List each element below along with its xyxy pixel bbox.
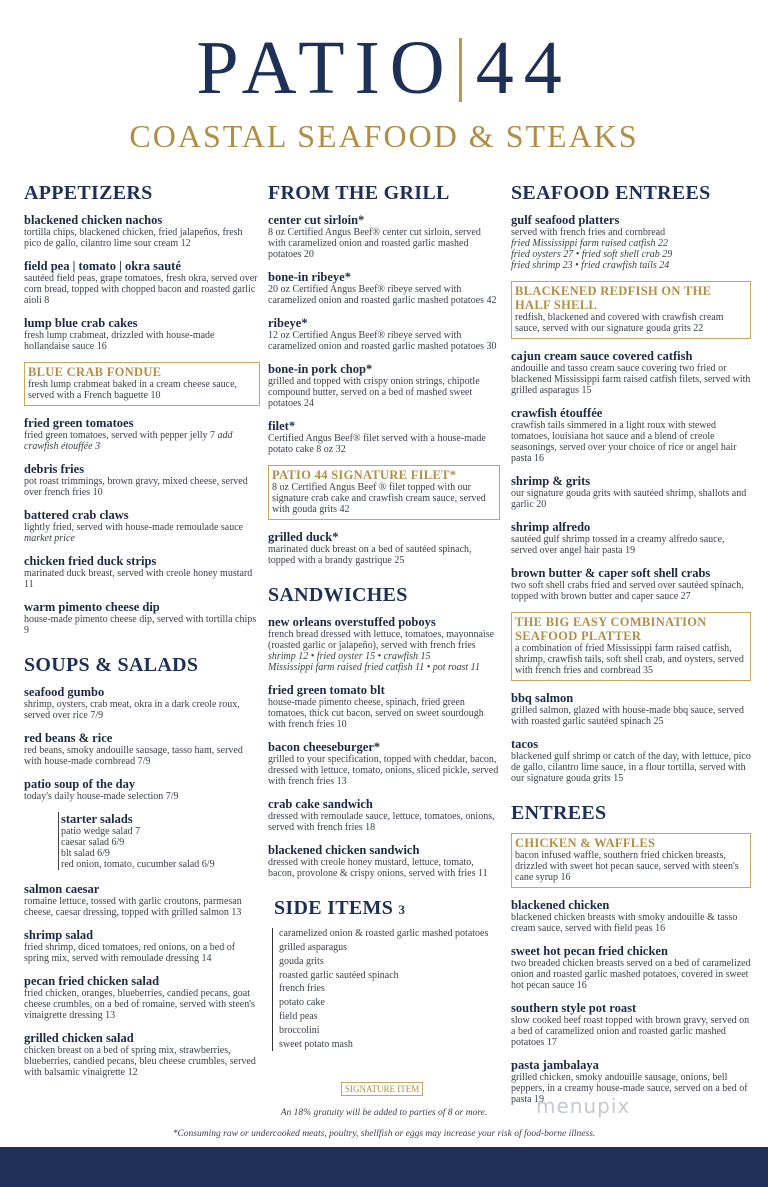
menu-item — [268, 797, 500, 833]
item-name: pecan fried chicken salad — [24, 974, 160, 988]
item-name: crawfish étouffée — [511, 406, 603, 420]
side-item: french fries — [279, 983, 325, 995]
item-desc: shrimp, oysters, crab meat, okra in a dark creole roux, served over rice 7/9 — [24, 699, 240, 721]
item-desc: sautéed gulf shrimp tossed in a creamy alfredo sauce, served over angel hair pasta 19 — [511, 534, 725, 556]
item-desc: today's daily house-made selection 7/9 — [24, 791, 179, 802]
side-item: broccolini — [279, 1024, 320, 1036]
item-desc: andouille and tasso cream sauce covering two fried or blackened Mississippi farm raised catfish filets, served with grilled asparagus 15 — [511, 363, 751, 396]
item-desc: crawfish tails simmered in a light roux with stewed tomatoes, louisiana hot sauce and a blend of creole seasonings, served over your choice of rice or angel hair pasta 16 — [511, 420, 737, 464]
signature-item — [24, 362, 260, 406]
item-name: field pea | tomato | okra sauté — [24, 259, 181, 273]
item-desc — [24, 522, 260, 544]
menu-item — [24, 316, 260, 352]
menu-item — [24, 1031, 260, 1078]
menu-item — [268, 683, 500, 730]
menu-item — [24, 974, 260, 1021]
platter-option: fried Mississippi farm raised catfish 22 — [511, 238, 668, 249]
item-desc: dressed with remoulade sauce, lettuce, tomatoes, onions, served with french fries 18 — [268, 811, 495, 833]
item-name: blackened chicken sandwich — [268, 843, 420, 857]
menu-item — [511, 898, 751, 934]
item-name: starter salads — [61, 812, 133, 826]
item-name: bbq salmon — [511, 691, 574, 705]
side-item: caramelized onion & roasted garlic mashed potatoes — [279, 928, 489, 939]
item-name: grilled chicken salad — [24, 1031, 134, 1045]
item-desc: served with french fries and cornbread — [511, 227, 666, 238]
item-name: battered crab claws — [24, 508, 129, 522]
restaurant-subtitle: COASTAL SEAFOOD & STEAKS — [129, 118, 639, 154]
menu-item — [24, 731, 260, 767]
menu-item — [24, 882, 260, 918]
item-desc: 12 oz Certified Angus Beef® ribeye served with caramelized onion and roasted garlic mashed potatoes 30 — [268, 330, 497, 352]
menu-item — [511, 691, 751, 727]
poboy-options-2: Mississippi farm raised fried catfish 11 • pot roast 11 — [268, 662, 480, 673]
menu-item — [268, 419, 500, 455]
item-desc: fried chicken, oranges, blueberries, candied pecans, goat cheese crumbles, on a bed of romaine, served with steen's vinaigrette dressing 13 — [24, 988, 255, 1021]
item-name: center cut sirloin* — [268, 213, 365, 227]
item-name: grilled duck* — [268, 530, 339, 544]
item-name: brown butter & caper soft shell crabs — [511, 566, 711, 580]
item-desc: blackened gulf shrimp or catch of the day, with lettuce, pico de gallo, cilantro lime sauce, in a flour tortilla, served with our signature gouda grits 15 — [511, 751, 751, 784]
item-name: bone-in pork chop* — [268, 362, 373, 376]
title-divider — [459, 38, 462, 102]
item-name: salmon caesar — [24, 882, 100, 896]
bottom-bar — [0, 1147, 768, 1187]
signature-item-legend: SIGNATURE ITEM — [341, 1082, 423, 1096]
item-desc-italic: add crawfish étouffée 3 — [24, 430, 233, 452]
item-desc-text: lightly fried, served with house-made remoulade sauce — [24, 522, 244, 533]
item-desc: fried shrimp, diced tomatoes, red onions, on a bed of spring mix, served with remoulade dressing 14 — [24, 942, 236, 964]
menu-item — [511, 737, 751, 784]
side-item: gouda grits — [279, 955, 324, 967]
column-middle — [268, 182, 500, 1051]
side-item: roasted garlic sautéed spinach — [279, 969, 399, 981]
section-title-grill: FROM THE GRILL — [268, 182, 450, 204]
item-desc: our signature gouda grits with sautéed shrimp, shallots and garlic 20 — [511, 488, 747, 510]
starter-line: caesar salad 6/9 — [61, 837, 125, 848]
menu-item — [24, 416, 260, 452]
platter-option: fried oysters 27 • fried soft shell crab 29 — [511, 249, 673, 260]
side-item: field peas — [279, 1010, 318, 1022]
starter-line: patio wedge salad 7 — [61, 826, 141, 837]
item-desc: pot roast trimmings, brown gravy, mixed cheese, served over french fries 10 — [24, 476, 248, 498]
menu-item — [268, 530, 500, 566]
menu-item — [511, 213, 751, 271]
side-items-title: SIDE ITEMS — [274, 897, 394, 919]
menu-item — [511, 944, 751, 991]
section-title-soups-salads: SOUPS & SALADS — [24, 654, 199, 676]
item-desc: blackened chicken breasts with smoky andouille & tasso cream sauce, served with field peas 16 — [511, 912, 738, 934]
menu-item — [24, 462, 260, 498]
menu-item — [268, 270, 500, 306]
menu-item — [268, 843, 500, 879]
item-name: BLUE CRAB FONDUE — [28, 365, 162, 379]
item-desc: bacon infused waffle, southern fried chicken breasts, drizzled with sweet hot pecan sauce, served with steen's cane syrup 16 — [515, 850, 739, 883]
item-desc: grilled to your specification, topped with cheddar, bacon, dressed with lettuce, tomato, onions, sliced pickle, served with french fries 13 — [268, 754, 499, 787]
starter-line: red onion, tomato, cucumber salad 6/9 — [61, 859, 215, 870]
item-desc: french bread dressed with lettuce, tomatoes, mayonnaise (roasted garlic or jalapeño), served with french fries — [268, 629, 495, 651]
column-right — [511, 182, 751, 1115]
item-desc: house-made pimento cheese dip, served with tortilla chips 9 — [24, 614, 257, 636]
menu-item — [268, 213, 500, 260]
item-name: bone-in ribeye* — [268, 270, 351, 284]
item-name: CHICKEN & WAFFLES — [515, 836, 656, 850]
section-title-seafood-entrees: SEAFOOD ENTREES — [511, 182, 711, 204]
item-name: crab cake sandwich — [268, 797, 373, 811]
item-desc: sautéed field peas, grape tomatoes, fresh okra, served over corn bread, topped with chopped bacon and roasted garlic aioli 8 — [24, 273, 258, 306]
side-item: grilled asparagus — [279, 942, 348, 953]
item-name: blackened chicken nachos — [24, 213, 163, 227]
item-desc: Certified Angus Beef® filet served with a house-made potato cake 8 oz 32 — [268, 433, 486, 455]
item-name: tacos — [511, 737, 539, 751]
item-desc: red beans, smoky andouille sausage, tasso ham, served with house-made cornbread 7/9 — [24, 745, 243, 767]
restaurant-name — [0, 28, 768, 108]
item-name: seafood gumbo — [24, 685, 105, 699]
menu-item — [268, 362, 500, 409]
item-desc: grilled and topped with crispy onion strings, chipotle compound butter, served on a bed of mashed sweet potatoes 24 — [268, 376, 480, 409]
item-name: new orleans overstuffed poboys — [268, 615, 436, 629]
item-name: pasta jambalaya — [511, 1058, 599, 1072]
item-name: warm pimento cheese dip — [24, 600, 160, 614]
item-name: shrimp alfredo — [511, 520, 591, 534]
item-name: fried green tomato blt — [268, 683, 385, 697]
menu-item — [511, 520, 751, 556]
item-desc: slow cooked beef roast topped with brown gravy, served on a bed of caramelized onion and roasted garlic mashed potatoes 17 — [511, 1015, 750, 1048]
item-desc-italic — [268, 651, 500, 662]
item-name: patio soup of the day — [24, 777, 136, 791]
section-title-appetizers: APPETIZERS — [24, 182, 153, 204]
item-name: blackened chicken — [511, 898, 610, 912]
item-desc: two soft shell crabs fried and served over sautéed spinach, topped with brown butter and caper sauce 27 — [511, 580, 744, 602]
starter-line: blt salad 6/9 — [61, 848, 110, 859]
item-desc-italic — [511, 238, 751, 249]
item-name: red beans & rice — [24, 731, 113, 745]
item-desc-italic — [511, 249, 751, 260]
side-item: sweet potato mash — [279, 1038, 353, 1050]
menu-item — [24, 600, 260, 636]
signature-item — [511, 281, 751, 339]
signature-item — [511, 833, 751, 888]
item-name: chicken fried duck strips — [24, 554, 157, 568]
item-desc: a combination of fried Mississippi farm raised catfish, shrimp, crawfish tails, soft shell crab, and oysters, served with french fries and cornbread 35 — [515, 643, 744, 676]
item-name: gulf seafood platters — [511, 213, 620, 227]
item-desc: fresh lump crabmeat baked in a cream cheese sauce, served with a French baguette 10 — [28, 379, 238, 401]
menu-item — [511, 474, 751, 510]
watermark: menupix — [536, 1094, 631, 1118]
item-name: debris fries — [24, 462, 85, 476]
item-name: sweet hot pecan fried chicken — [511, 944, 668, 958]
name-right: 44 — [475, 26, 572, 110]
item-desc: fresh lump crabmeat, drizzled with house-made hollandaise sauce 16 — [24, 330, 215, 352]
item-desc: 8 oz Certified Angus Beef ® filet topped with our signature crab cake and crawfish cream sauce, served with gouda grits 42 — [272, 482, 486, 515]
item-desc: two breaded chicken breasts served on a bed of caramelized onion and roasted garlic mashed potatoes, covered in sweet hot pecan sauce 16 — [511, 958, 751, 991]
item-name: shrimp & grits — [511, 474, 591, 488]
food-safety-warning: *Consuming raw or undercooked meats, poultry, shellfish or eggs may increase your risk of food-borne illness. — [172, 1129, 596, 1139]
menu-item — [268, 740, 500, 787]
item-name: bacon cheeseburger* — [268, 740, 381, 754]
item-desc-italic — [511, 260, 751, 271]
section-title-side-items — [274, 897, 500, 920]
item-name: southern style pot roast — [511, 1001, 637, 1015]
item-desc — [24, 430, 260, 452]
side-items-list — [272, 928, 500, 1051]
item-name: ribeye* — [268, 316, 308, 330]
menu-item — [268, 316, 500, 352]
poboy-options-1: shrimp 12 • fried oyster 15 • crawfish 15 — [268, 651, 431, 662]
side-item: potato cake — [279, 997, 325, 1009]
side-items-price: 3 — [398, 902, 406, 917]
item-name: BLACKENED REDFISH ON THE HALF SHELL — [515, 284, 712, 312]
item-desc-text: fried green tomatoes, served with pepper jelly 7 — [24, 430, 216, 441]
item-name: fried green tomatoes — [24, 416, 134, 430]
platter-option: fried shrimp 23 • fried crawfish tails 24 — [511, 260, 670, 271]
item-desc-italic — [268, 662, 500, 673]
item-desc: marinated duck breast, served with creole honey mustard 11 — [24, 568, 253, 590]
item-name: THE BIG EASY COMBINATION SEAFOOD PLATTER — [515, 615, 707, 643]
menu-item — [24, 777, 260, 802]
section-title-entrees: ENTREES — [511, 802, 607, 824]
menu-item — [511, 349, 751, 396]
item-name: cajun cream sauce covered catfish — [511, 349, 693, 363]
signature-item — [268, 465, 500, 520]
menu-item — [268, 615, 500, 673]
starter-salads — [58, 812, 260, 870]
signature-item — [511, 612, 751, 681]
item-name: filet* — [268, 419, 296, 433]
item-desc: marinated duck breast on a bed of sautéed spinach, topped with a brandy gastrique 25 — [268, 544, 472, 566]
item-desc: chicken breast on a bed of spring mix, strawberries, blueberries, candied pecans, bleu cheese crumbles, served with balsamic vinaigrette 12 — [24, 1045, 256, 1078]
item-desc: tortilla chips, blackened chicken, fried jalapeños, fresh pico de gallo, cilantro lime sour cream 12 — [24, 227, 243, 249]
item-desc: romaine lettuce, tossed with garlic croutons, parmesan cheese, caesar dressing, topped with grilled salmon 13 — [24, 896, 242, 918]
item-desc: 8 oz Certified Angus Beef® center cut sirloin, served with caramelized onion and roasted garlic mashed potatoes 20 — [268, 227, 481, 260]
item-desc: redfish, blackened and covered with crawfish cream sauce, served with our signature gouda grits 22 — [515, 312, 724, 334]
menu-item — [24, 508, 260, 544]
item-name: shrimp salad — [24, 928, 94, 942]
menu-item — [511, 406, 751, 464]
item-desc: grilled salmon, glazed with house-made bbq sauce, served with roasted garlic sautéed spinach 25 — [511, 705, 744, 727]
menu-item — [24, 928, 260, 964]
gratuity-note: An 18% gratuity will be added to parties of 8 or more. — [280, 1108, 488, 1118]
menu-item — [24, 259, 260, 306]
menu-item — [24, 685, 260, 721]
menu-item — [24, 213, 260, 249]
section-title-sandwiches: SANDWICHES — [268, 584, 408, 606]
menu-item — [24, 554, 260, 590]
column-left — [24, 182, 260, 1088]
item-desc: dressed with creole honey mustard, lettuce, tomato, bacon, provolone & crispy onions, served with fries 11 — [268, 857, 488, 879]
item-name: PATIO 44 SIGNATURE FILET* — [272, 468, 457, 482]
item-desc: 20 oz Certified Angus Beef® ribeye served with caramelized onion and roasted garlic mashed potatoes 42 — [268, 284, 497, 306]
name-left: PATIO — [196, 26, 455, 110]
item-desc: house-made pimento cheese, spinach, fried green tomatoes, thick cut bacon, served on sweet sourdough with french fries 10 — [268, 697, 484, 730]
item-desc: grilled chicken, smoky andouille sausage, onions, bell peppers, in a creamy house-made sauce, served on a bed of pasta 19 — [511, 1072, 748, 1105]
menu-item — [511, 566, 751, 602]
item-desc-italic: market price — [24, 533, 75, 544]
item-name: lump blue crab cakes — [24, 316, 138, 330]
menu-item — [511, 1001, 751, 1048]
